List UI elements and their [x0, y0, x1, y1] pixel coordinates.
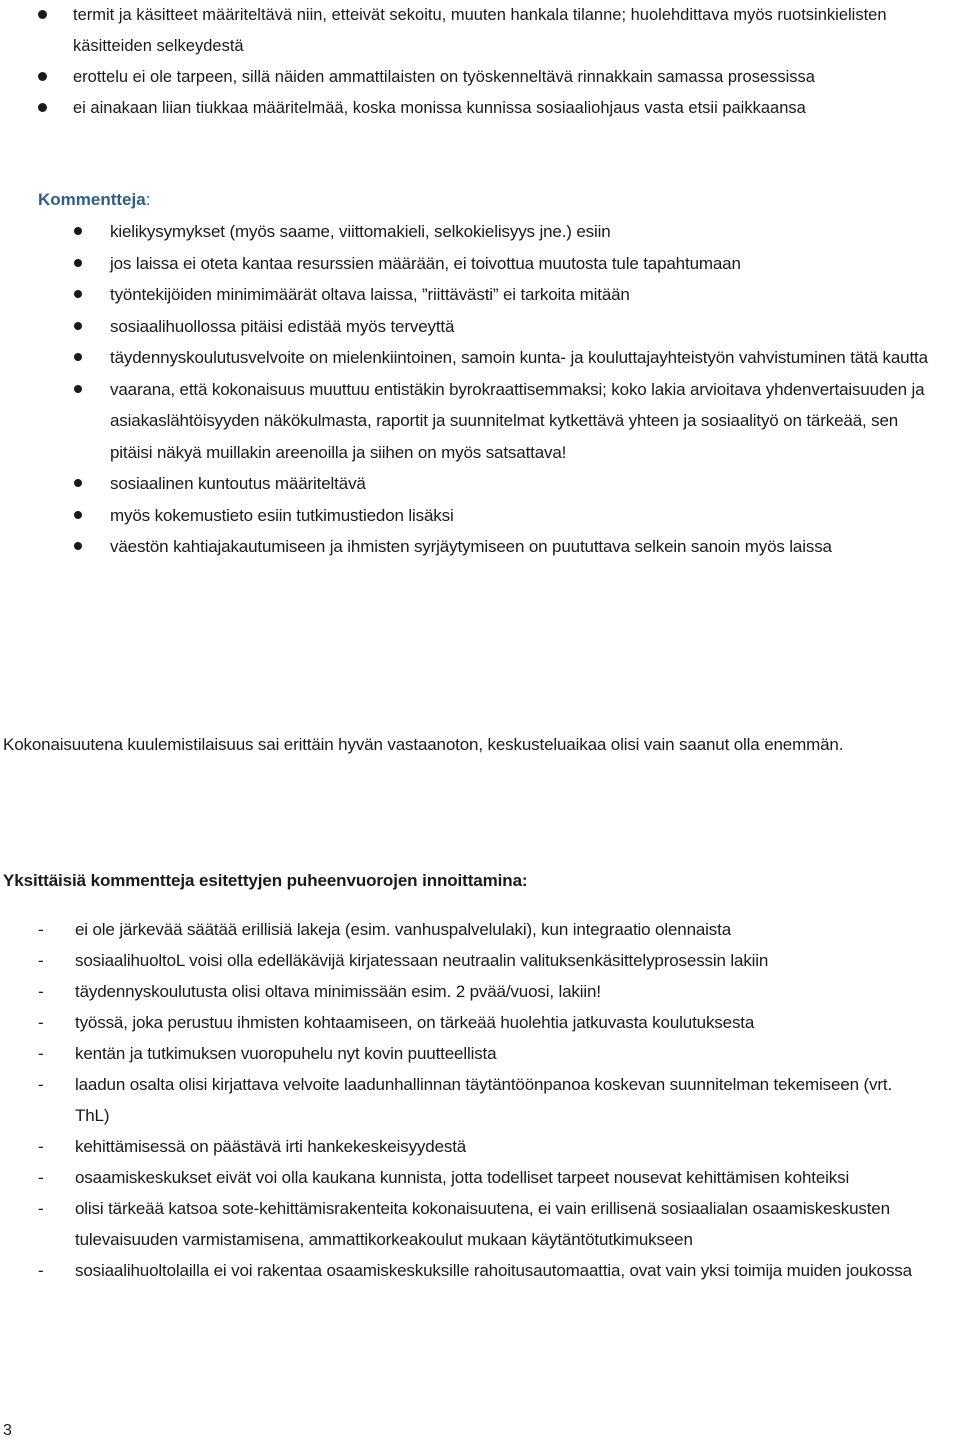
list-item: termit ja käsitteet määriteltävä niin, etteivät sekoitu, muuten hankala tilanne; huolehdittava myös ruotsinkielisten käsitteiden selkeydestä: [0, 0, 960, 62]
list-item: erottelu ei ole tarpeen, sillä näiden ammattilaisten on työskenneltävä rinnakkain samassa prosessissa: [0, 62, 960, 93]
section-heading-kommentteja: [38, 184, 150, 215]
list-item: työntekijöiden minimimäärät oltava laissa, ”riittävästi” ei tarkoita mitään: [0, 279, 960, 311]
list-item: ei ainakaan liian tiukkaa määritelmää, koska monissa kunnissa sosiaaliohjaus vasta etsii paikkaansa: [0, 93, 960, 124]
list-item: myös kokemustieto esiin tutkimustiedon lisäksi: [0, 500, 960, 532]
list-item: sosiaalihuollossa pitäisi edistää myös terveyttä: [0, 311, 960, 343]
list-item: - työssä, joka perustuu ihmisten kohtaamiseen, on tärkeää huolehtia jatkuvasta koulutuksesta: [0, 1007, 960, 1038]
list-item: - kentän ja tutkimuksen vuoropuhelu nyt kovin puutteellista: [0, 1038, 960, 1069]
list-item: vaarana, että kokonaisuus muuttuu entistäkin byrokraattisemmaksi; koko lakia arvioitava yhdenvertaisuuden ja asiakaslähtöisyyden näkökulmasta, raportit ja suunnitelmat kytkettävä yhteen ja sosiaalityö on tärkeää, sen pitäisi näkyä muillakin areenoilla ja siihen on myös satsattava!: [0, 374, 960, 469]
list-item: väestön kahtiajakautumiseen ja ihmisten syrjäytymiseen on puututtava selkein sanoin myös laissa: [0, 531, 960, 563]
heading-colon: :: [145, 190, 151, 209]
summary-paragraph: Kokonaisuutena kuulemistilaisuus sai erittäin hyvän vastaanoton, keskusteluaikaa olisi vain saanut olla enemmän.: [3, 735, 844, 754]
list-item: - osaamiskeskukset eivät voi olla kaukana kunnista, jotta todelliset tarpeet nousevat kehittämisen kohteiksi: [0, 1162, 960, 1193]
list-item: - kehittämisessä on päästävä irti hankekeskeisyydestä: [0, 1131, 960, 1162]
top-bullet-list: [0, 0, 960, 124]
list-item: jos laissa ei oteta kantaa resurssien määrään, ei toivottua muutosta tule tapahtumaan: [0, 248, 960, 280]
list-item: täydennyskoulutusvelvoite on mielenkiintoinen, samoin kunta- ja kouluttajayhteistyön vahvistuminen tätä kautta: [0, 342, 960, 374]
list-item: - olisi tärkeää katsoa sote-kehittämisrakenteita kokonaisuutena, ei vain erillisenä sosiaalialan osaamiskeskusten tulevaisuuden varmistamisena, ammattikorkeakoulut mukaan käytäntötutkimukseen: [0, 1193, 960, 1255]
yksittaisia-dash-list: [0, 914, 960, 1286]
list-item: - sosiaalihuoltoL voisi olla edelläkävijä kirjatessaan neutraalin valituksenkäsittelyprosessin lakiin: [0, 945, 960, 976]
page-number: 3: [3, 1422, 12, 1439]
section-heading-yksittaisia: Yksittäisiä kommentteja esitettyjen puheenvuorojen innoittamina:: [3, 871, 528, 890]
list-item: - sosiaalihuoltolailla ei voi rakentaa osaamiskeskuksille rahoitusautomaattia, ovat vain yksi toimija muiden joukossa: [0, 1255, 960, 1286]
list-item: kielikysymykset (myös saame, viittomakieli, selkokielisyys jne.) esiin: [0, 216, 960, 248]
list-item: - täydennyskoulutusta olisi oltava minimissään esim. 2 pvää/vuosi, lakiin!: [0, 976, 960, 1007]
list-item: - laadun osalta olisi kirjattava velvoite laadunhallinnan täytäntöönpanoa koskevan suunnitelman tekemiseen (vrt. ThL): [0, 1069, 960, 1131]
list-item: sosiaalinen kuntoutus määriteltävä: [0, 468, 960, 500]
list-item: - ei ole järkevää säätää erillisiä lakeja (esim. vanhuspalvelulaki), kun integraatio olennaista: [0, 914, 960, 945]
kommentteja-list: [0, 216, 960, 563]
heading-text: Kommentteja: [38, 190, 146, 209]
